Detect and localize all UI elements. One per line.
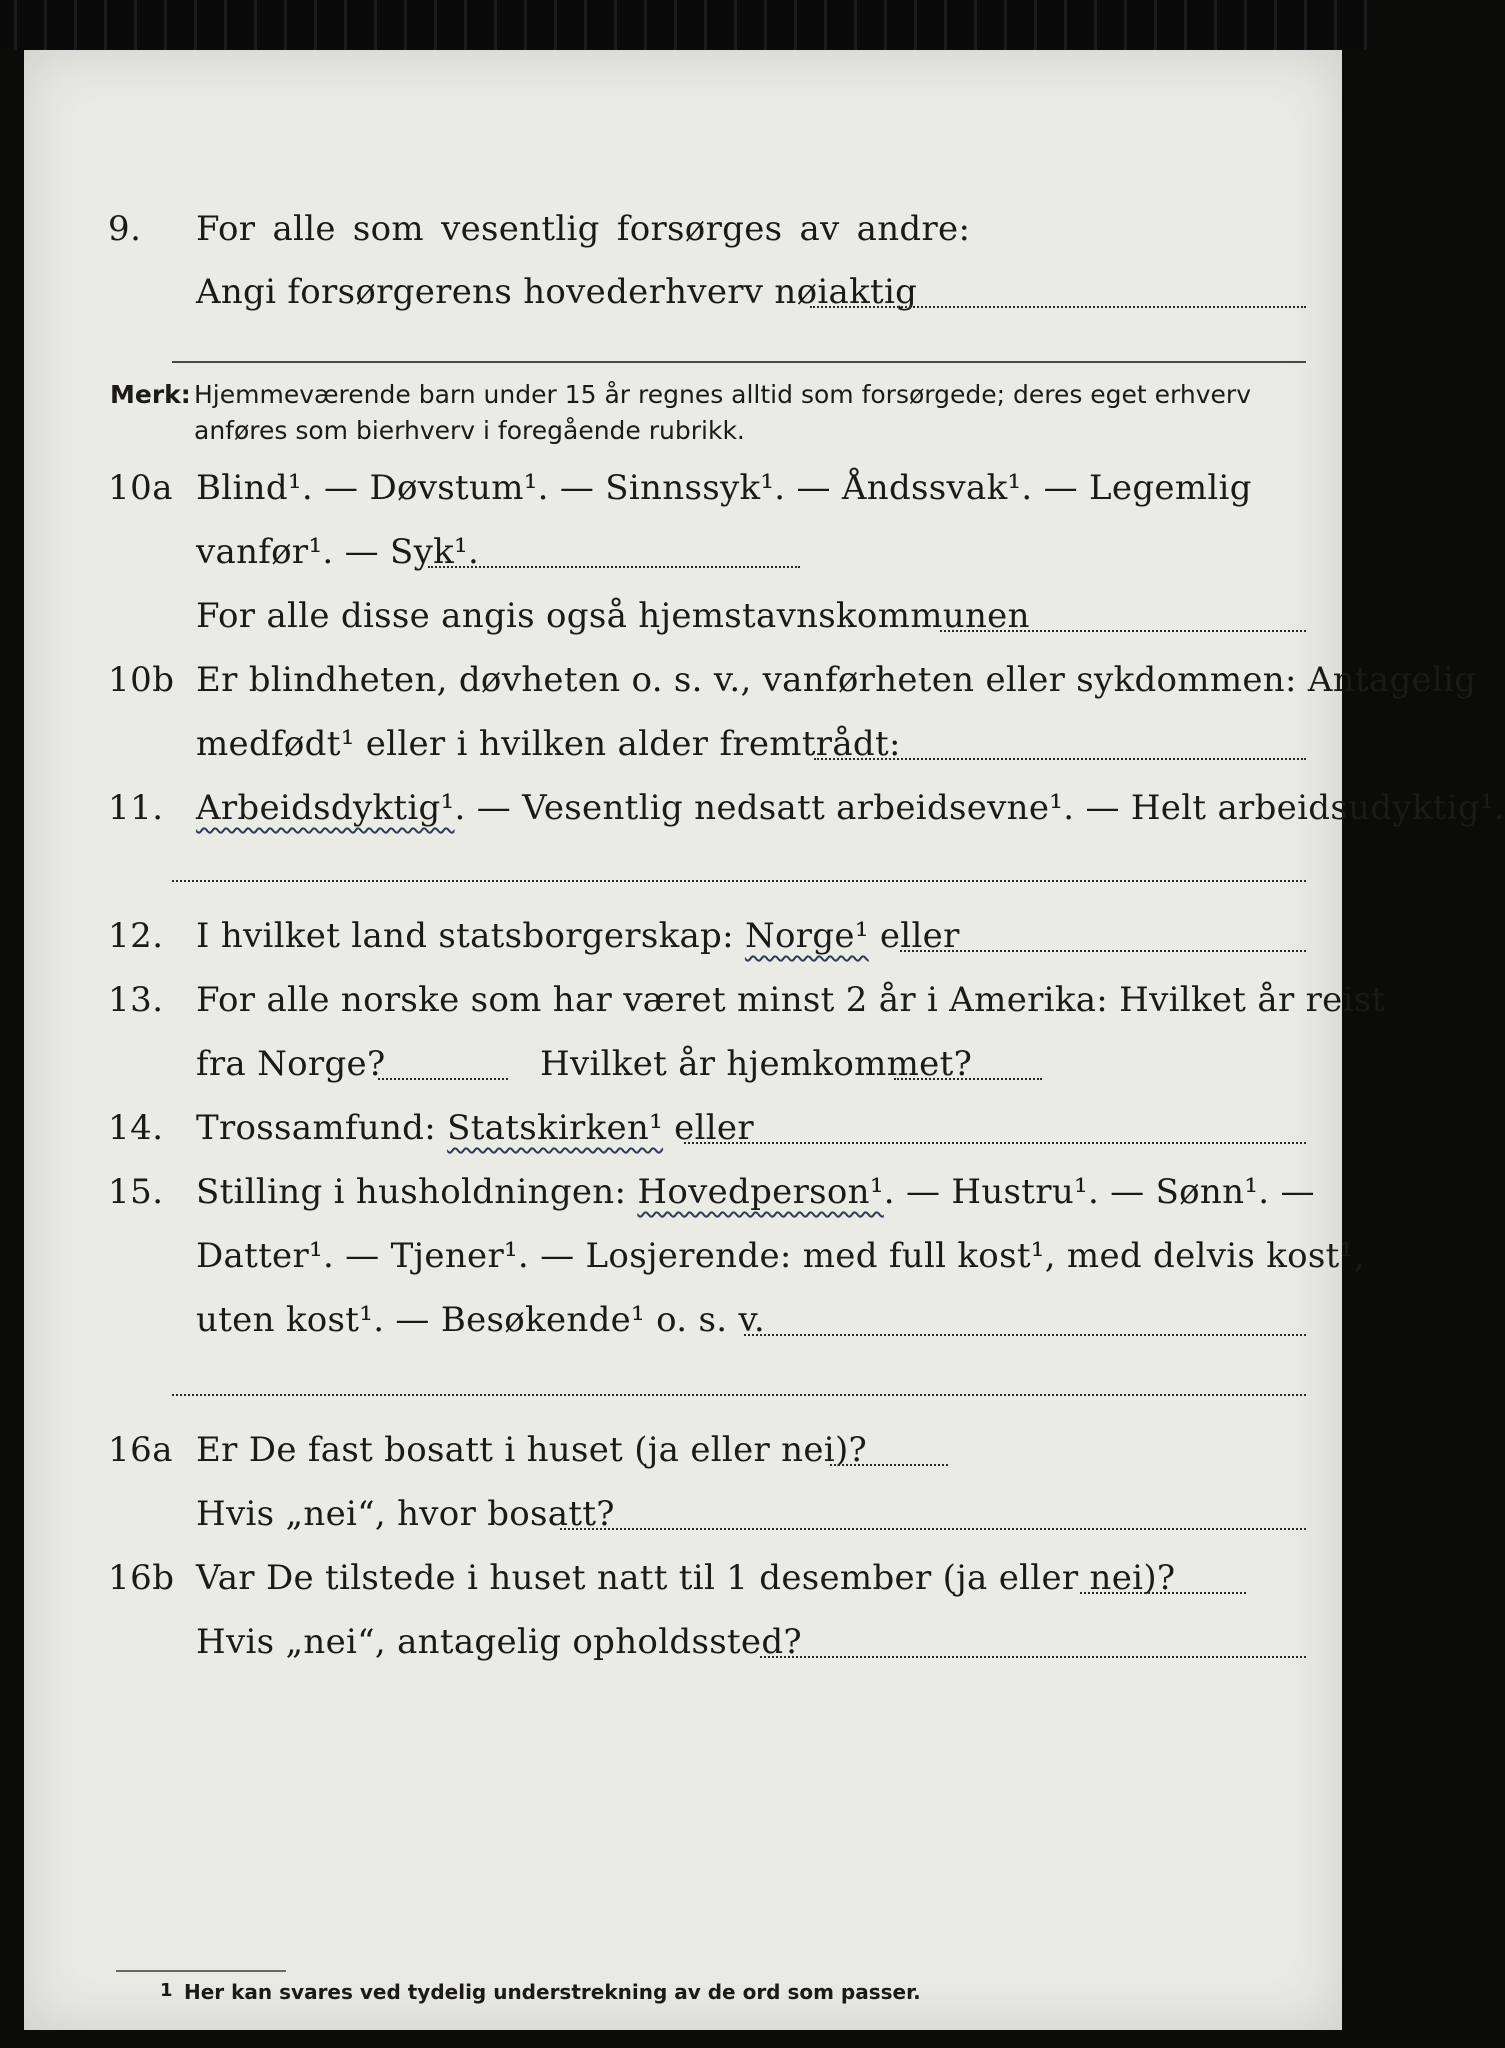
q12-number: 12. [108,916,164,956]
q14-selected-answer: Statskirken¹ [447,1108,664,1148]
q12-text [196,912,960,960]
q16b-line1: Var De tilstede i huset natt til 1 desember (ja eller nei)? [196,1558,1176,1598]
q10a-number: 10a [108,468,174,508]
q13-departure-year-field[interactable] [378,1078,508,1080]
q16b-present-field[interactable] [1080,1592,1246,1594]
q13-return-year-field[interactable] [894,1078,1042,1080]
footnote-rule [116,1970,286,1972]
q9-answer-field[interactable] [810,306,1306,308]
q10b-line1: Er blindheten, døvheten o. s. v., vanførheten eller sykdommen: Antagelig [196,660,1477,700]
q16b-number: 16b [108,1558,175,1598]
q15-prefix: Stilling i husholdningen: [196,1172,627,1212]
q14-text [196,1104,754,1152]
q9-number: 9. [108,209,142,249]
q15-suffix: . — Hustru¹. — Sønn¹. — [883,1172,1315,1212]
q10a-illness-field[interactable] [428,566,800,568]
q9-answer-line[interactable] [172,361,1306,363]
q11-number: 11. [108,788,164,828]
q15-line2: Datter¹. — Tjener¹. — Losjerende: med full kost¹, med delvis kost¹, [196,1236,1365,1276]
q13-line2a: fra Norge? [196,1044,386,1084]
q9-provider-label: Angi forsørgerens hovederhverv nøiaktig [196,272,918,312]
q12-prefix: I hvilket land statsborgerskap: [196,916,734,956]
q11-selected-answer: Arbeidsdyktig¹ [196,788,455,828]
q10a-line1: Blind¹. — Døvstum¹. — Sinnssyk¹. — Åndssvak¹. — Legemlig [196,468,1252,508]
q10a-line2: vanfør¹. — Syk¹. [196,532,480,572]
q12-citizenship-field[interactable] [900,950,1306,952]
q10a-municipality-field[interactable] [940,630,1306,632]
q15-line3: uten kost¹. — Besøkende¹ o. s. v. [196,1300,766,1340]
q14-denomination-field[interactable] [684,1142,1306,1144]
q15-selected-answer: Hovedperson¹ [637,1172,884,1212]
footnote-text: Her kan svares ved tydelig understrekning av de ord som passer. [184,1980,921,2004]
merk-line2: anføres som bierhverv i foregående rubrikk. [194,416,745,445]
q11-text [196,784,1505,832]
q12-suffix: eller [879,916,960,956]
q15-number: 15. [108,1172,164,1212]
census-form-page [24,50,1505,2030]
q10b-line2: medfødt¹ eller i hvilken alder fremtrådt: [196,724,901,764]
q10b-age-field[interactable] [814,758,1306,760]
q16a-number: 16a [108,1430,174,1470]
q16a-residence-field[interactable] [560,1528,1306,1530]
merk-label: Merk: [110,380,191,409]
q14-number: 14. [108,1108,164,1148]
merk-line1: Hjemmeværende barn under 15 år regnes alltid som forsørgede; deres eget erhverv [194,380,1251,409]
q16b-whereabouts-field[interactable] [760,1656,1306,1658]
q16a-line2: Hvis „nei“, hvor bosatt? [196,1494,615,1534]
q13-line2b: Hvilket år hjemkommet? [540,1044,973,1084]
q16a-line1: Er De fast bosatt i huset (ja eller nei)? [196,1430,868,1470]
q11-answer-line[interactable] [172,880,1306,882]
q16b-line2: Hvis „nei“, antagelig opholdssted? [196,1622,802,1662]
q10a-line3: For alle disse angis også hjemstavnskommunen [196,596,1030,636]
q9-text: For alle som vesentlig forsørges av andre: [196,209,971,249]
scanner-edge [0,0,1367,50]
q13-number: 13. [108,980,164,1020]
q14-suffix: eller [674,1108,754,1148]
q15-line1 [196,1168,1315,1216]
q16a-resident-field[interactable] [830,1464,948,1466]
q14-prefix: Trossamfund: [196,1108,437,1148]
q11-options: . — Vesentlig nedsatt arbeidsevne¹. — Helt arbeidsudyktig¹. [454,788,1505,828]
q15-answer-line[interactable] [172,1394,1306,1396]
q15-status-field[interactable] [744,1334,1306,1336]
q10b-number: 10b [108,660,175,700]
q12-selected-answer: Norge¹ [744,916,869,956]
footnote-mark: 1 [160,1980,173,2001]
q13-line1: For alle norske som har været minst 2 år i Amerika: Hvilket år reist [196,980,1386,1020]
